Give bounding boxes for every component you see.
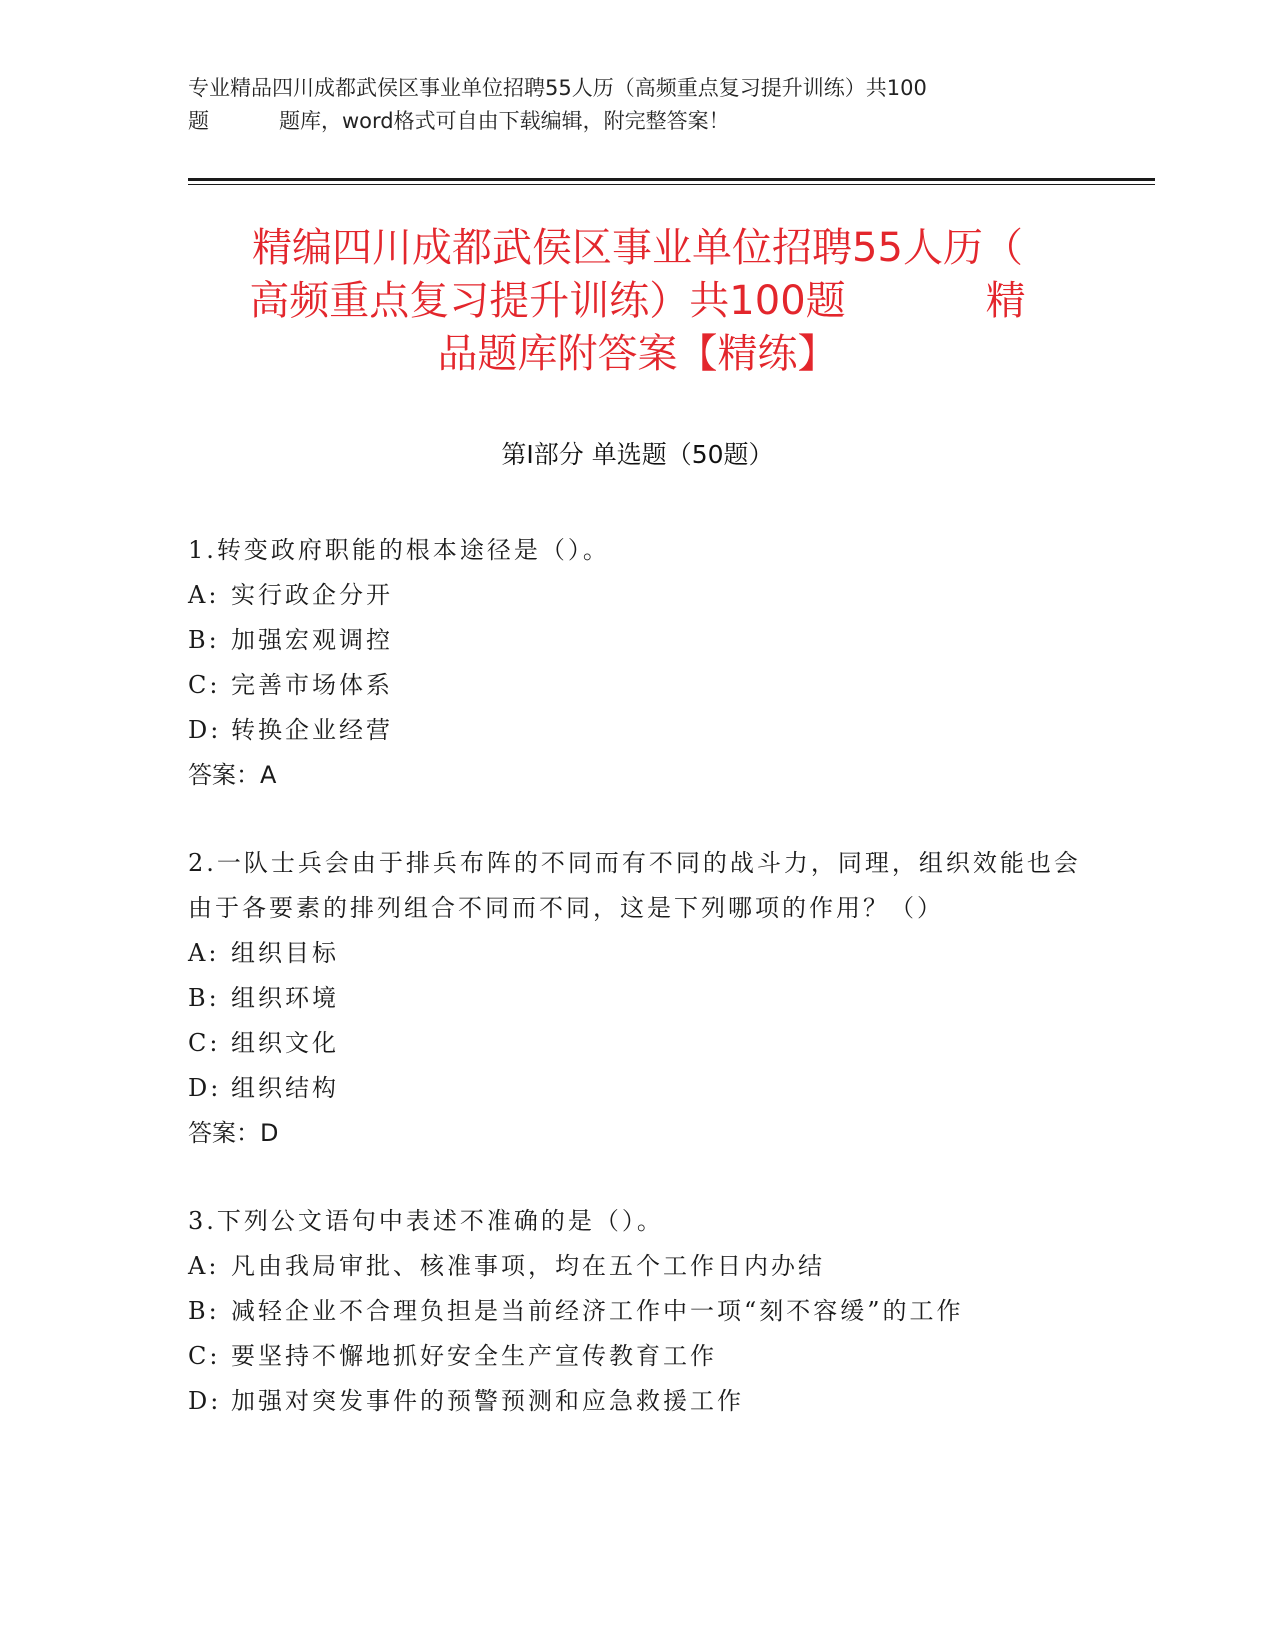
option-key: D: [188,1074,222,1102]
option-key: C: [188,1342,221,1370]
option-text: 加强对突发事件的预警预测和应急救援工作 [231,1387,744,1415]
option-key: C: [188,671,221,699]
option-text: 减轻企业不合理负担是当前经济工作中一项“刻不容缓”的工作 [231,1297,964,1325]
option-text: 转换企业经营 [231,716,393,744]
option-c [188,1334,1088,1379]
option-text: 组织文化 [231,1029,339,1057]
option-b [188,618,1088,663]
option-text: 凡由我局审批、核准事项，均在五个工作日内办结 [231,1252,825,1280]
option-d [188,1066,1088,1111]
question-3 [188,1199,1088,1424]
option-text: 组织环境 [231,984,339,1012]
question-stem: 3.下列公文语句中表述不准确的是（）。 [188,1207,664,1235]
option-text: 加强宏观调控 [231,626,393,654]
section-title: 第Ⅰ部分 单选题（50题） [501,440,774,469]
title-line-2 [180,275,1095,328]
option-key: A: [188,939,220,967]
header-divider-thick [188,178,1155,181]
option-a [188,1244,1088,1289]
document-header [188,72,1068,138]
option-c [188,663,1088,708]
document-title [180,222,1095,381]
option-text: 要坚持不懈地抓好安全生产宣传教育工作 [231,1342,717,1370]
question-2 [188,841,1088,1156]
option-key: C: [188,1029,221,1057]
option-c [188,1021,1088,1066]
option-key: B: [188,984,220,1012]
option-key: D: [188,1387,222,1415]
option-text: 实行政企分开 [231,581,393,609]
option-a [188,573,1088,618]
header-divider-thin [188,184,1155,185]
option-key: B: [188,626,220,654]
question-stem: 1.转变政府职能的根本途径是（）。 [188,536,610,564]
title-line-3: 品题库附答案【精练】 [437,331,838,377]
option-d [188,1379,1088,1424]
answer: 答案：D [188,1119,279,1147]
option-a [188,931,1088,976]
option-text: 组织目标 [231,939,339,967]
title-line-1: 精编四川成都武侯区事业单位招聘55人历（ [252,225,1023,271]
question-stem: 2.一队士兵会由于排兵布阵的不同而有不同的战斗力，同理，组织效能也会由于各要素的排列组合不同而不同，这是下列哪项的作用？（） [188,849,1081,922]
option-b [188,1289,1088,1334]
title-line-2-end: 精 [985,278,1026,324]
option-key: A: [188,581,220,609]
option-key: D: [188,716,222,744]
question-list [188,528,1088,1467]
option-b [188,976,1088,1021]
header-line-1: 专业精品四川成都武侯区事业单位招聘55人历（高频重点复习提升训练）共100 [188,76,927,100]
answer: 答案：A [188,761,277,789]
option-text: 完善市场体系 [231,671,393,699]
question-1 [188,528,1088,798]
header-line-2 [188,105,1068,138]
option-d [188,708,1088,753]
option-text: 组织结构 [231,1074,339,1102]
title-line-2-start: 高频重点复习提升训练）共100题 [249,278,846,324]
option-key: B: [188,1297,220,1325]
header-line-2-start: 题 [188,109,209,133]
option-key: A: [188,1252,220,1280]
header-line-2-end: 题库，word格式可自由下载编辑，附完整答案！ [279,109,730,133]
